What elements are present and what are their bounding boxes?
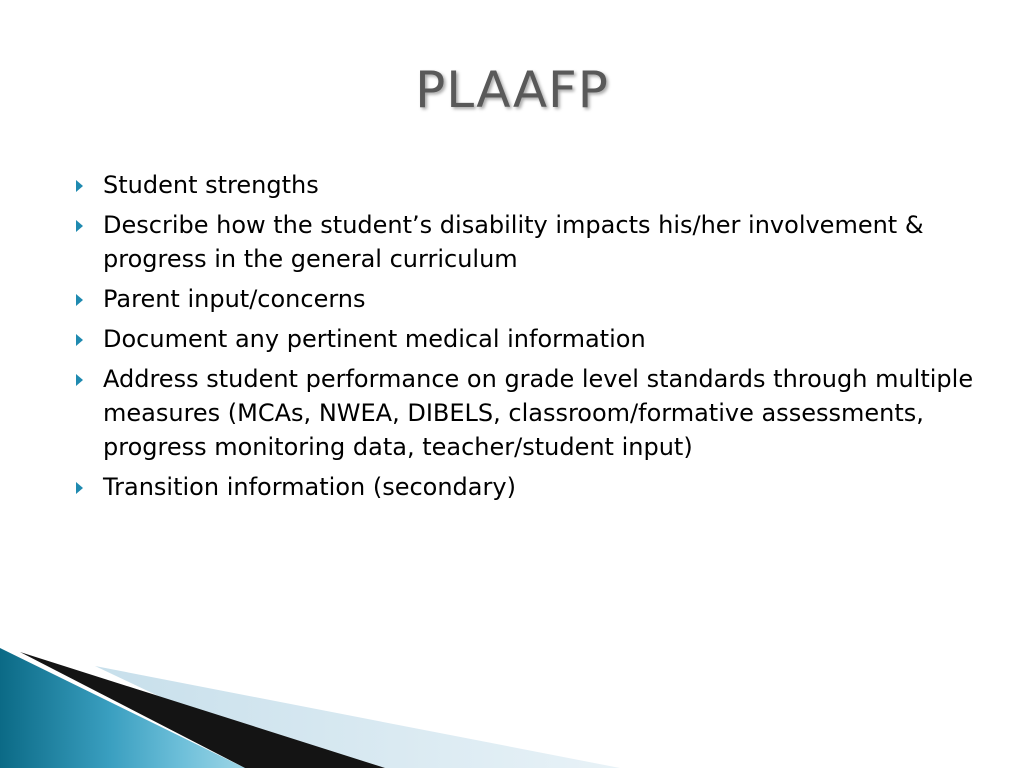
- bullet-text: Parent input/concerns: [103, 285, 366, 313]
- bullet-text: Document any pertinent medical information: [103, 325, 646, 353]
- bullet-text: Transition information (secondary): [103, 473, 516, 501]
- bullet-text: Describe how the student’s disability impacts his/her involvement & progress in the general curriculum: [103, 211, 924, 273]
- bullet-text: Student strengths: [103, 171, 319, 199]
- slide-title: PLAAFP: [415, 61, 609, 119]
- bullet-text: Address student performance on grade level standards through multiple measures (MCAs, NWEA, DIBELS, classroom/formative assessments, progress monitoring data, teacher/student input): [103, 365, 974, 461]
